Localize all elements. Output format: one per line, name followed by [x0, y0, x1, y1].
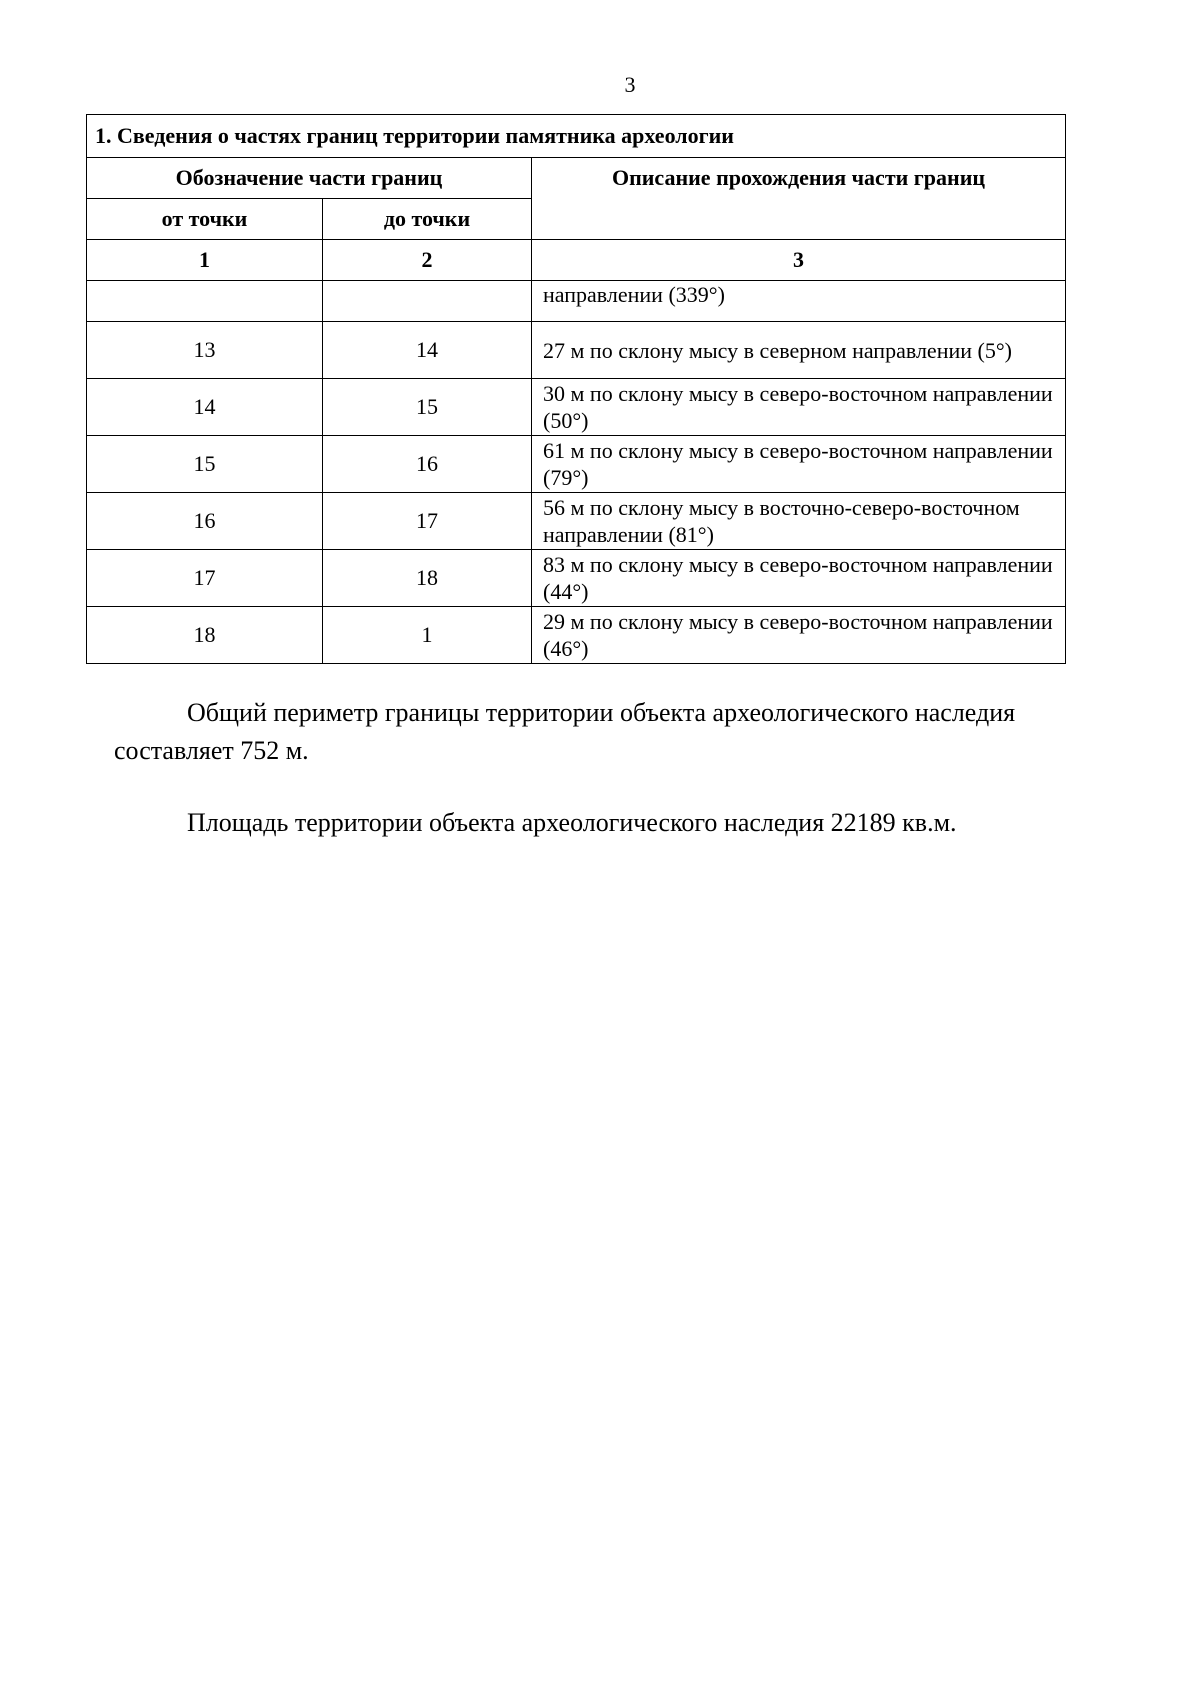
column-number-row: [87, 240, 1066, 281]
cell-to: 18: [323, 550, 532, 607]
table-row: [87, 322, 1066, 379]
cell-from: 17: [87, 550, 323, 607]
column-number: 2: [323, 240, 532, 281]
perimeter-paragraph: Общий периметр границы территории объекта археологического наследия составляет 752 м.: [114, 698, 1016, 765]
column-number: 1: [87, 240, 323, 281]
cell-from: 15: [87, 436, 323, 493]
cell-from: 14: [87, 379, 323, 436]
cell-to: 1: [323, 607, 532, 664]
cell-description: 61 м по склону мысу в северо-восточном направлении (79°): [532, 436, 1066, 493]
cell-to: [323, 281, 532, 322]
cell-description: 56 м по склону мысу в восточно-северо-восточном направлении (81°): [532, 493, 1066, 550]
cell-description: направлении (339°): [532, 281, 1066, 322]
table-row: [87, 607, 1066, 664]
boundary-table: [86, 114, 1066, 664]
cell-to: 17: [323, 493, 532, 550]
cell-to: 14: [323, 322, 532, 379]
cell-from: 18: [87, 607, 323, 664]
cell-from: 16: [87, 493, 323, 550]
cell-description: 29 м по склону мысу в северо-восточном направлении (46°): [532, 607, 1066, 664]
cell-from: 13: [87, 322, 323, 379]
cell-to: 15: [323, 379, 532, 436]
header-row-1: [87, 158, 1066, 199]
table-row: [87, 493, 1066, 550]
header-designation: Обозначение части границ: [87, 158, 532, 199]
table-title: 1. Сведения о частях границ территории памятника археологии: [87, 115, 1066, 158]
cell-description: 27 м по склону мысу в северном направлении (5°): [532, 322, 1066, 379]
table-title-row: [87, 115, 1066, 158]
cell-from: [87, 281, 323, 322]
table-row: [87, 379, 1066, 436]
page-number: 3: [624, 72, 636, 97]
table-row: [87, 436, 1066, 493]
area-paragraph: Площадь территории объекта археологического наследия 22189 кв.м.: [187, 808, 957, 837]
header-from: от точки: [87, 199, 323, 240]
cell-to: 16: [323, 436, 532, 493]
table-row: [87, 550, 1066, 607]
table-row-continuation: [87, 281, 1066, 322]
cell-description: 83 м по склону мысу в северо-восточном направлении (44°): [532, 550, 1066, 607]
cell-description: 30 м по склону мысу в северо-восточном направлении (50°): [532, 379, 1066, 436]
header-to: до точки: [323, 199, 532, 240]
column-number: 3: [532, 240, 1066, 281]
header-description: Описание прохождения части границ: [532, 158, 1066, 240]
